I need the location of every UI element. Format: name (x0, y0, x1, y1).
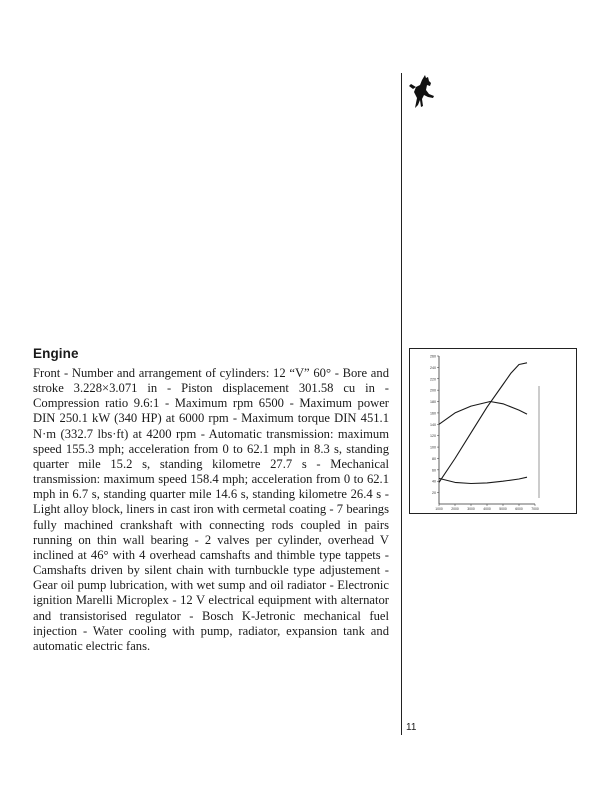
section-heading: Engine (33, 346, 79, 361)
left-tick-label: 60 (432, 468, 436, 473)
left-tick-label: 40 (432, 479, 436, 484)
left-tick-label: 220 (430, 377, 436, 382)
left-tick-label: 140 (430, 422, 436, 427)
x-tick-label: 3000 (467, 507, 475, 511)
left-tick-label: 200 (430, 388, 436, 393)
left-tick-label: 80 (432, 456, 436, 461)
left-tick-label: 160 (430, 411, 436, 416)
left-tick-label: 20 (432, 491, 436, 496)
x-tick-label: 6000 (515, 507, 523, 511)
prancing-horse-icon (407, 72, 437, 110)
left-tick-label: 100 (430, 445, 436, 450)
vertical-divider (401, 73, 402, 735)
chart-frame (410, 349, 577, 514)
x-tick-label: 4000 (483, 507, 491, 511)
section-body: Front - Number and arrangement of cylinders: 12 “V” 60° - Bore and stroke 3.228×3.071 in - Piston displacement 301.58 cu in - Compression ratio 9.6:1 - Maximum rpm 6500 - Maximum power DIN 250.1 kW (340 HP) at 6000 rpm - Maximum torque DIN 451.1 N·m (332.7 lbs·ft) at 4200 rpm - Automatic transmission: maximum speed 155.3 mph; acceleration from 0 to 62.1 mph in 8.3 s, standing quarter mile 15.2 s, standing kilometre 27.7 s - Mechanical transmission: maximum speed 158.4 mph; acceleration from 0 to 62.1 mph in 6.7 s, standing quarter mile 14.6 s, standing kilometre 26.4 s - Light alloy block, liners in cast iron with cermetal coating - 7 bearings fully machined crankshaft with connecting rods coupled in pairs running on thin wall bearing - 2 valves per cylinder, overhead V inclined at 46° with 4 overhead camshafts and thimble type tappets - Camshafts driven by silent chain with turnbuckle type adjustement - Gear oil pump lubrication, with wet sump and oil radiator - Electronic ignition Marelli Microplex - 12 V electrical equipment with alternator and transistorised regulator - Bosch K-Jetronic mechanical fuel injection - Water cooling with pump, radiator, expansion tank and automatic electric fans. (33, 366, 389, 653)
page-number: 11 (406, 722, 417, 733)
x-tick-label: 2000 (451, 507, 459, 511)
left-tick-label: 260 (430, 354, 436, 359)
x-tick-label: 5000 (499, 507, 507, 511)
engine-performance-chart (409, 348, 577, 514)
left-tick-label: 240 (430, 365, 436, 370)
left-tick-label: 180 (430, 400, 436, 405)
x-tick-label: 1000 (435, 507, 443, 511)
left-tick-label: 120 (430, 434, 436, 439)
x-tick-label: 7000 (531, 507, 539, 511)
